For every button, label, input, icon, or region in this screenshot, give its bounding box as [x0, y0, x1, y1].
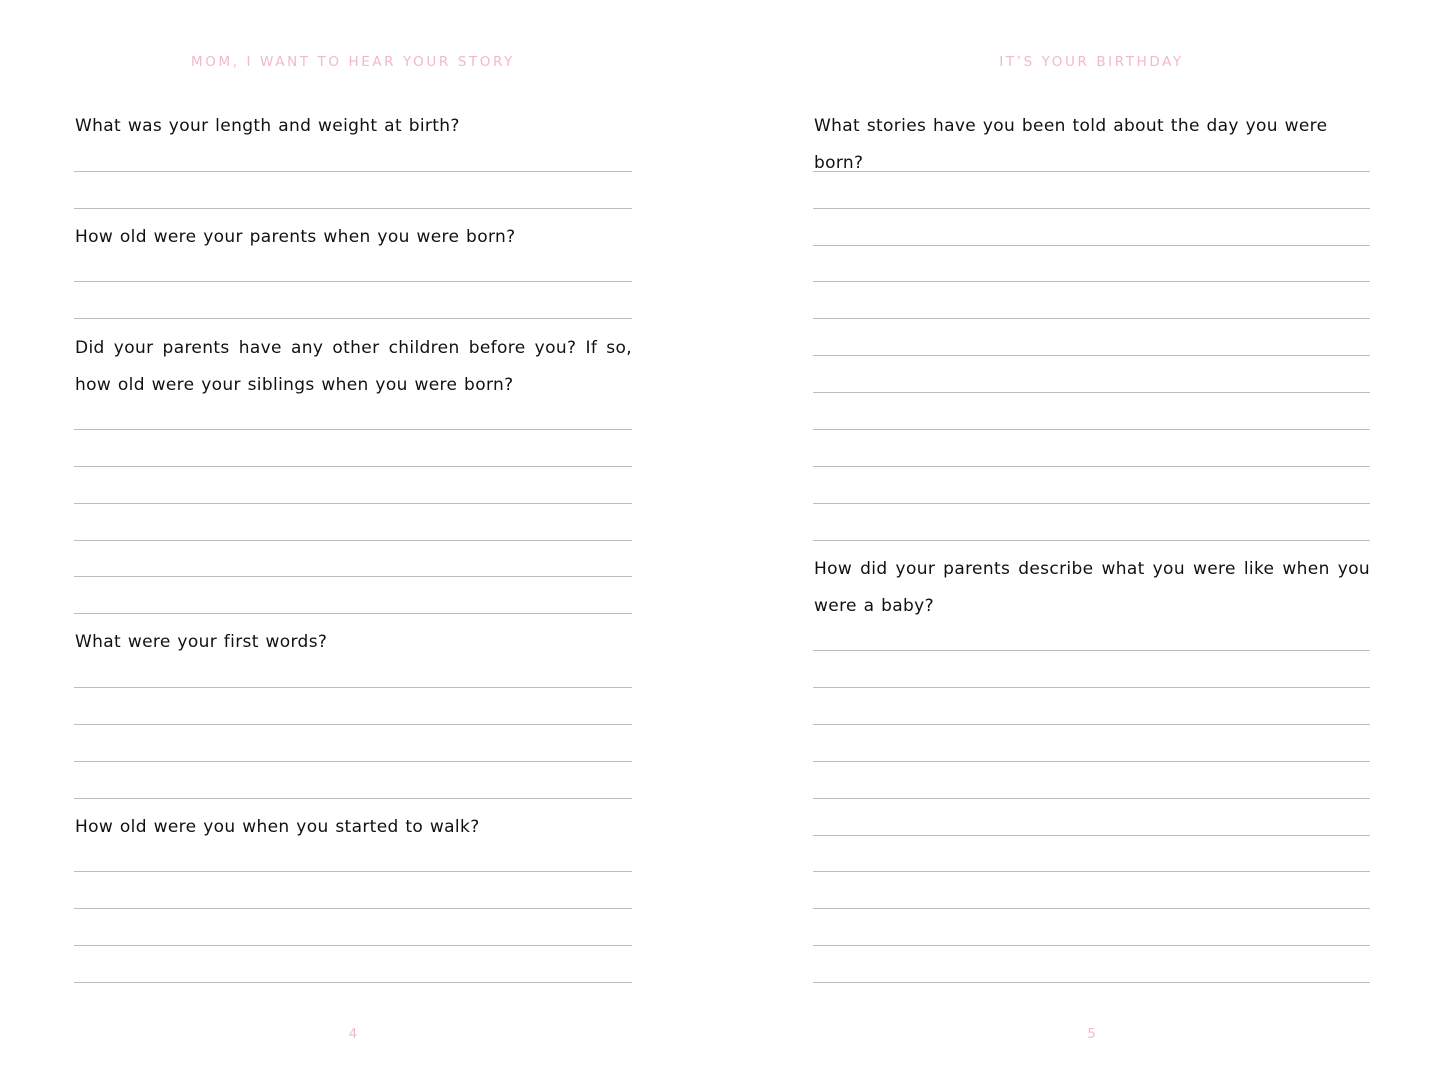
question-birth-stories: What stories have you been told about the day you were born?: [814, 116, 1328, 173]
answer-line[interactable]: [813, 945, 1370, 946]
answer-line[interactable]: [813, 908, 1370, 909]
answer-line[interactable]: [813, 687, 1370, 688]
answer-line[interactable]: [74, 503, 632, 504]
answer-line[interactable]: [74, 871, 632, 872]
answer-line[interactable]: [74, 982, 632, 983]
answer-line[interactable]: [74, 761, 632, 762]
page-number-right: 5: [1087, 1027, 1096, 1042]
answer-line[interactable]: [74, 724, 632, 725]
answer-line[interactable]: [813, 761, 1370, 762]
answer-line[interactable]: [813, 355, 1370, 356]
answer-line[interactable]: [74, 945, 632, 946]
answer-line[interactable]: [813, 724, 1370, 725]
answer-line[interactable]: [813, 798, 1370, 799]
answer-line[interactable]: [74, 908, 632, 909]
answer-line[interactable]: [74, 613, 632, 614]
answer-line[interactable]: [813, 208, 1370, 209]
answer-line[interactable]: [813, 171, 1370, 172]
answer-line[interactable]: [813, 650, 1370, 651]
question-siblings: Did your parents have any other children before you? If so, how old were your siblings when you were born?: [75, 338, 632, 395]
answer-line[interactable]: [813, 982, 1370, 983]
right-page: [813, 0, 1370, 1084]
question-first-words: What were your first words?: [75, 632, 328, 652]
answer-line[interactable]: [74, 540, 632, 541]
left-page: [74, 0, 632, 1084]
answer-line[interactable]: [74, 318, 632, 319]
answer-line[interactable]: [813, 392, 1370, 393]
page-number-left: 4: [348, 1027, 358, 1042]
answer-line[interactable]: [74, 281, 632, 282]
answer-line[interactable]: [813, 281, 1370, 282]
answer-line[interactable]: [74, 466, 632, 467]
answer-line[interactable]: [813, 871, 1370, 872]
answer-line[interactable]: [813, 835, 1370, 836]
answer-line[interactable]: [74, 576, 632, 577]
answer-line[interactable]: [74, 171, 632, 172]
question-parents-age: How old were your parents when you were born?: [75, 227, 516, 247]
answer-line[interactable]: [813, 429, 1370, 430]
answer-line[interactable]: [74, 429, 632, 430]
answer-line[interactable]: [74, 687, 632, 688]
question-baby-description: How did your parents describe what you were like when you were a baby?: [814, 559, 1370, 616]
running-head-left: MOM, I WANT TO HEAR YOUR STORY: [191, 54, 515, 70]
answer-line[interactable]: [813, 466, 1370, 467]
answer-line[interactable]: [813, 540, 1370, 541]
question-started-walk: How old were you when you started to walk?: [75, 817, 480, 837]
answer-line[interactable]: [74, 798, 632, 799]
running-head-right: IT’S YOUR BIRTHDAY: [999, 54, 1184, 70]
question-length-weight: What was your length and weight at birth?: [75, 116, 460, 136]
answer-line[interactable]: [813, 245, 1370, 246]
answer-line[interactable]: [74, 208, 632, 209]
answer-line[interactable]: [813, 503, 1370, 504]
answer-line[interactable]: [813, 318, 1370, 319]
